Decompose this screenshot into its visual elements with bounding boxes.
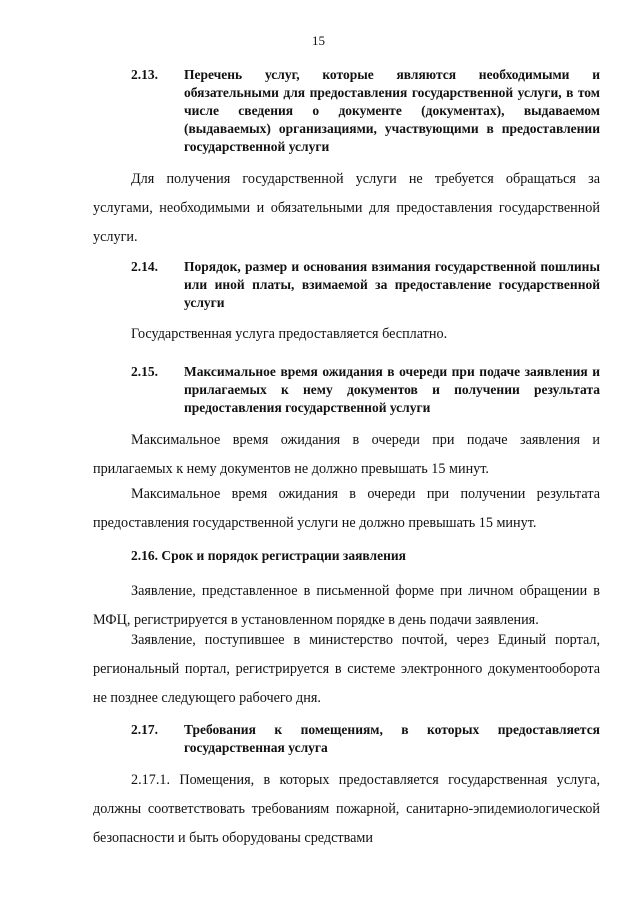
section-number: 2.14. <box>131 259 158 274</box>
section-2-15-heading <box>131 363 600 417</box>
section-2-15-paragraph-1: Максимальное время ожидания в очереди при подаче заявления и прилагаемых к нему документов не должно превышать 15 минут. <box>93 432 600 477</box>
section-2-15-paragraph-2: Максимальное время ожидания в очереди при получении результата предоставления государственной услуги не должно превышать 15 минут. <box>93 486 600 531</box>
section-title: Перечень услуг, которые являются необходимыми и обязательными для предоставления государственной услуги, в том числе сведения о документе (документах), выдаваемом (выдаваемых) организациями, участвующими в предоставлении государственной услуги <box>184 67 600 154</box>
section-number: 2.17. <box>131 722 158 737</box>
section-title: Требования к помещениям, в которых предоставляется государственная услуга <box>184 722 600 755</box>
section-2-13-paragraph: Для получения государственной услуги не требуется обращаться за услугами, необходимыми и обязательными для предоставления государственной услуги. <box>93 171 600 245</box>
section-2-14-paragraph: Государственная услуга предоставляется бесплатно. <box>131 326 448 342</box>
section-2-16-heading: 2.16. Срок и порядок регистрации заявления <box>131 548 406 563</box>
section-title: Максимальное время ожидания в очереди при подаче заявления и прилагаемых к нему документов и получении результата предоставления государственной услуги <box>184 364 600 415</box>
section-title: Порядок, размер и основания взимания государственной пошлины или иной платы, взимаемой за предоставление государственной услуги <box>184 259 600 310</box>
section-2-13-heading <box>131 66 600 156</box>
page-number: 15 <box>312 33 325 48</box>
section-2-16-paragraph-1: Заявление, представленное в письменной форме при личном обращении в МФЦ, регистрируется в установленном порядке в день подачи заявления. <box>93 583 600 628</box>
section-number: 2.15. <box>131 364 158 379</box>
section-2-14-heading <box>131 258 600 312</box>
section-2-17-1-paragraph: 2.17.1. Помещения, в которых предоставляется государственная услуга, должны соответствовать требованиям пожарной, санитарно-эпидемиологической безопасности и быть оборудованы средствами <box>93 772 600 846</box>
section-2-17-heading <box>131 721 600 757</box>
section-2-16-paragraph-2: Заявление, поступившее в министерство почтой, через Единый портал, региональный портал, регистрируется в системе электронного документооборота не позднее следующего рабочего дня. <box>93 632 600 706</box>
section-number: 2.13. <box>131 67 158 82</box>
